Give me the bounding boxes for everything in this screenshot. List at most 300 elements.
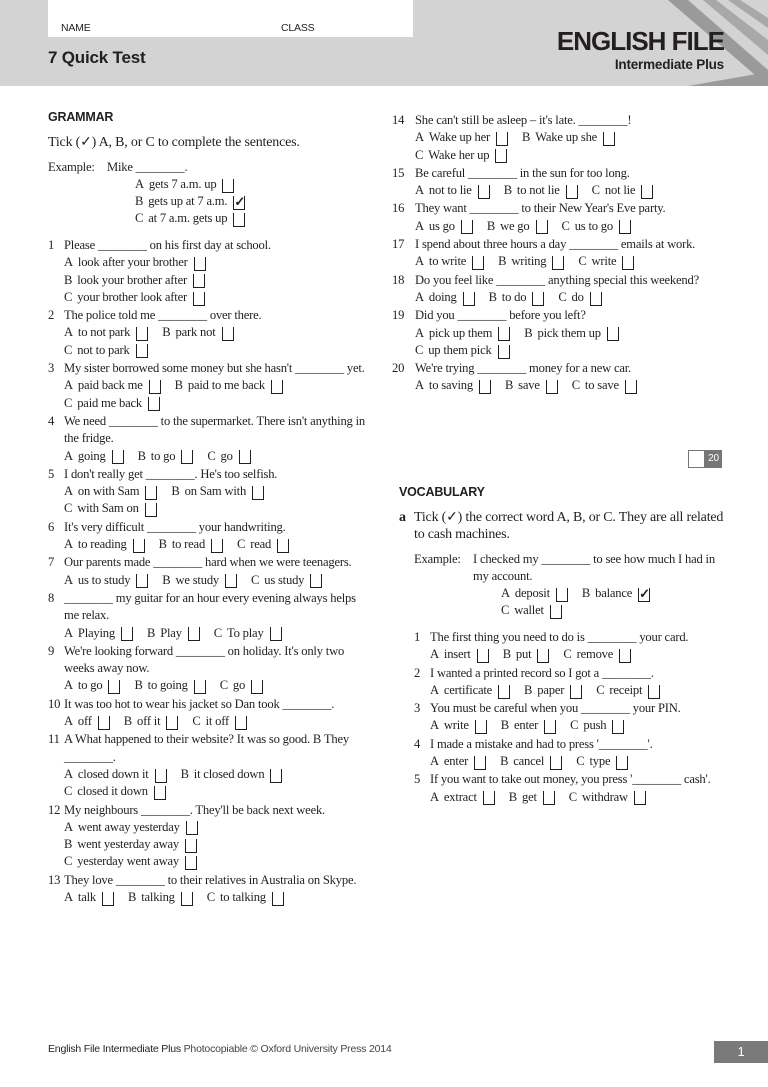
option-row	[64, 342, 373, 359]
option-text: talking	[141, 889, 175, 904]
option-a[interactable]	[415, 377, 491, 394]
option-b[interactable]	[501, 717, 556, 734]
score-total: 20	[705, 450, 722, 468]
question-text: She can't still be asleep – it's late. ________!	[415, 113, 632, 127]
footer-copyright	[48, 1043, 392, 1055]
checkbox[interactable]	[478, 185, 490, 199]
checkbox[interactable]	[603, 132, 615, 146]
checkbox[interactable]	[193, 292, 205, 306]
option-b[interactable]	[509, 789, 555, 806]
option-letter: C	[219, 678, 228, 693]
question-number: 14	[392, 113, 405, 127]
question-number: 1	[48, 238, 55, 252]
tick-icon: ✓	[639, 585, 650, 601]
checkbox[interactable]	[641, 185, 653, 199]
option-text: to go	[150, 448, 176, 463]
question-text: I wanted a printed record so I got a ________.	[430, 665, 654, 680]
option-letter: A	[64, 448, 73, 463]
checkbox[interactable]	[272, 892, 284, 906]
checkbox[interactable]	[607, 327, 619, 341]
checkbox[interactable]	[185, 839, 197, 853]
checkbox[interactable]	[185, 856, 197, 870]
checkbox[interactable]	[474, 756, 486, 770]
question-number: 6	[48, 519, 55, 534]
option-letter: C	[192, 714, 201, 729]
option-a[interactable]	[64, 572, 148, 589]
option-a[interactable]	[415, 129, 508, 146]
option-text: yesterday went away	[77, 854, 180, 869]
option-row	[64, 853, 373, 870]
checkbox[interactable]	[145, 503, 157, 517]
option-text: park not	[175, 325, 216, 340]
vocabulary-instruction	[399, 509, 729, 543]
checkbox[interactable]	[477, 649, 489, 663]
footer-rights: Photocopiable © Oxford University Press 2014	[180, 1043, 392, 1055]
option-a[interactable]	[64, 625, 133, 642]
option-c[interactable]	[251, 572, 322, 589]
option-c[interactable]	[415, 342, 510, 359]
option-a[interactable]	[64, 713, 110, 730]
option-text: look after your brother	[77, 255, 188, 270]
checkbox[interactable]	[619, 649, 631, 663]
option-letter: C	[568, 789, 577, 804]
checkbox[interactable]	[211, 539, 223, 553]
question-text: We're trying ________ money for a new car.	[415, 361, 631, 376]
option-a[interactable]	[64, 448, 124, 465]
option-text: doing	[428, 289, 457, 304]
checkbox[interactable]	[310, 574, 322, 588]
option-a[interactable]	[64, 536, 145, 553]
option-text: read	[250, 537, 272, 552]
checkbox[interactable]	[102, 892, 114, 906]
option-text: went yesterday away	[77, 837, 180, 852]
option-letter: C	[596, 682, 605, 697]
option-text: balance	[595, 586, 633, 600]
option-b[interactable]	[489, 289, 545, 306]
option-letter: C	[558, 289, 567, 304]
option-a[interactable]	[135, 176, 234, 193]
checkbox[interactable]	[148, 397, 160, 411]
option-b[interactable]	[503, 646, 550, 663]
checkbox[interactable]	[634, 791, 646, 805]
question-text: They want ________ to their New Year's Eve party.	[415, 201, 666, 216]
option-letter: C	[251, 572, 260, 587]
option-c[interactable]	[572, 377, 637, 394]
option-letter: C	[576, 754, 585, 769]
checkbox[interactable]	[552, 256, 564, 270]
checkbox[interactable]	[181, 450, 193, 464]
question-number: 2	[414, 665, 421, 680]
checkbox[interactable]	[193, 274, 205, 288]
question-18	[392, 272, 728, 307]
checkbox[interactable]	[194, 680, 206, 694]
option-c[interactable]	[207, 448, 250, 465]
checkbox[interactable]	[222, 179, 234, 193]
checkbox[interactable]	[136, 344, 148, 358]
option-row	[64, 448, 373, 465]
option-text: us study	[264, 572, 305, 587]
option-text: closed it down	[77, 784, 148, 799]
option-text: get	[521, 789, 537, 804]
checkbox[interactable]	[277, 539, 289, 553]
checkbox[interactable]	[556, 588, 568, 602]
question-text: We're looking forward ________ on holiday. It's only two weeks away now.	[64, 643, 345, 676]
option-a[interactable]	[415, 218, 473, 235]
option-c[interactable]	[192, 713, 247, 730]
option-c[interactable]	[64, 342, 148, 359]
option-text: to read	[171, 537, 206, 552]
option-text: on with Sam	[77, 484, 140, 499]
option-letter: A	[415, 325, 424, 340]
option-row	[135, 193, 245, 210]
checkbox[interactable]	[616, 756, 628, 770]
question-text: Our parents made ________ hard when we were teenagers.	[64, 555, 352, 570]
checkbox[interactable]	[498, 327, 510, 341]
checkbox[interactable]	[251, 680, 263, 694]
option-letter: B	[158, 537, 167, 552]
question-11	[48, 731, 373, 800]
checkbox[interactable]	[271, 380, 283, 394]
option-a[interactable]	[415, 182, 490, 199]
option-c[interactable]	[576, 753, 628, 770]
option-b[interactable]	[524, 325, 619, 342]
checkbox[interactable]	[121, 627, 133, 641]
option-c[interactable]	[237, 536, 289, 553]
option-letter: B	[500, 718, 509, 733]
checkbox[interactable]	[188, 627, 200, 641]
page-number: 1	[714, 1041, 768, 1063]
question-5	[414, 771, 729, 806]
checkbox[interactable]	[543, 791, 555, 805]
question-number: 5	[48, 466, 55, 481]
option-letter: A	[415, 183, 424, 198]
option-row	[415, 253, 728, 270]
option-c[interactable]	[64, 783, 166, 800]
page-title: 7 Quick Test	[48, 48, 146, 67]
option-b[interactable]	[64, 836, 197, 853]
option-c[interactable]	[220, 677, 263, 694]
question-number: 7	[48, 555, 55, 570]
option-text: off it	[136, 714, 161, 729]
checkbox[interactable]	[566, 185, 578, 199]
option-b[interactable]	[524, 682, 582, 699]
option-a[interactable]	[64, 254, 206, 271]
option-text: talk	[77, 889, 96, 904]
option-letter: B	[508, 789, 517, 804]
option-a[interactable]	[64, 324, 148, 341]
option-b[interactable]	[175, 377, 283, 394]
checkbox[interactable]	[475, 720, 487, 734]
checkbox[interactable]	[546, 380, 558, 394]
option-letter: C	[563, 647, 572, 662]
option-letter: A	[135, 177, 144, 191]
question-number: 17	[392, 237, 405, 252]
option-text: going	[77, 448, 106, 463]
option-c[interactable]	[64, 289, 205, 306]
checkbox[interactable]	[496, 132, 508, 146]
option-b[interactable]	[128, 889, 193, 906]
checkbox[interactable]	[590, 292, 602, 306]
option-b[interactable]	[181, 766, 283, 783]
option-c[interactable]	[592, 182, 654, 199]
question-text: Be careful ________ in the sun for too long.	[415, 165, 630, 180]
example-text: I checked my ________ to see how much I had in my account.	[473, 552, 715, 583]
option-letter: B	[524, 682, 533, 697]
option-c[interactable]	[64, 853, 197, 870]
name-label: NAME	[61, 22, 91, 34]
checkbox[interactable]	[98, 716, 110, 730]
option-b[interactable]	[487, 218, 548, 235]
option-row	[135, 176, 245, 193]
checkbox[interactable]	[495, 149, 507, 163]
option-b[interactable]	[134, 677, 205, 694]
option-letter: B	[134, 678, 143, 693]
option-text: writing	[511, 254, 547, 269]
option-a[interactable]	[430, 646, 489, 663]
vocabulary-section	[399, 485, 729, 807]
question-6	[48, 519, 373, 554]
checkbox[interactable]	[155, 769, 167, 783]
checkbox[interactable]	[498, 345, 510, 359]
question-text: It was too hot to wear his jacket so Dan took ________.	[64, 696, 335, 711]
checkbox[interactable]	[194, 257, 206, 271]
checkbox[interactable]	[270, 769, 282, 783]
option-letter: A	[415, 130, 424, 145]
option-row	[415, 129, 728, 146]
option-letter: A	[64, 819, 73, 834]
option-a[interactable]	[430, 682, 510, 699]
option-b[interactable]	[135, 193, 245, 210]
option-letter: C	[415, 147, 424, 162]
option-row	[64, 889, 373, 906]
option-text: Wake up she	[535, 130, 598, 145]
option-letter: A	[415, 378, 424, 393]
score-input[interactable]	[688, 450, 705, 468]
option-a[interactable]	[64, 483, 157, 500]
checkbox[interactable]	[550, 605, 562, 619]
checkbox[interactable]	[133, 539, 145, 553]
option-c[interactable]	[64, 500, 157, 517]
option-letter: B	[162, 572, 171, 587]
option-c[interactable]	[135, 210, 245, 227]
checkbox[interactable]	[108, 680, 120, 694]
option-letter: B	[147, 625, 156, 640]
option-a[interactable]	[64, 819, 198, 836]
option-c[interactable]	[562, 218, 632, 235]
question-number: 19	[392, 308, 405, 323]
option-letter: A	[64, 766, 73, 781]
option-letter: C	[415, 342, 424, 357]
option-a[interactable]	[415, 289, 475, 306]
option-text: to not lie	[516, 183, 560, 198]
option-b[interactable]	[147, 625, 200, 642]
option-letter: C	[64, 395, 73, 410]
option-text: not lie	[604, 183, 636, 198]
question-16	[392, 200, 728, 235]
option-text: it closed down	[193, 766, 265, 781]
option-text: enter	[514, 718, 539, 733]
option-a[interactable]	[64, 766, 167, 783]
option-letter: B	[524, 325, 533, 340]
checkbox[interactable]	[648, 685, 660, 699]
option-a[interactable]	[501, 585, 568, 602]
question-20	[392, 360, 728, 395]
option-text: Play	[160, 625, 182, 640]
option-c[interactable]	[558, 289, 601, 306]
option-row	[64, 677, 373, 694]
checkbox[interactable]	[532, 292, 544, 306]
checkbox[interactable]	[537, 649, 549, 663]
option-a[interactable]	[415, 253, 484, 270]
checkbox[interactable]	[252, 486, 264, 500]
option-a[interactable]	[430, 789, 495, 806]
option-letter: A	[430, 718, 439, 733]
option-row	[64, 625, 373, 642]
option-b[interactable]	[582, 585, 650, 602]
checkbox[interactable]	[239, 450, 251, 464]
checkbox[interactable]	[233, 193, 246, 210]
checkbox[interactable]	[186, 821, 198, 835]
checkbox[interactable]	[270, 627, 282, 641]
option-letter: A	[64, 889, 73, 904]
option-c[interactable]	[415, 147, 507, 164]
checkbox[interactable]	[472, 256, 484, 270]
option-b[interactable]	[162, 572, 237, 589]
option-letter: C	[206, 889, 215, 904]
question-number: 9	[48, 643, 55, 658]
option-c[interactable]	[563, 646, 631, 663]
option-b[interactable]	[64, 272, 205, 289]
option-row	[415, 182, 728, 199]
checkbox[interactable]	[622, 256, 634, 270]
option-b[interactable]	[500, 753, 562, 770]
question-number: 16	[392, 201, 405, 216]
option-text: certificate	[443, 682, 493, 697]
option-b[interactable]	[159, 536, 223, 553]
checkbox[interactable]	[112, 450, 124, 464]
option-letter: B	[502, 647, 511, 662]
option-c[interactable]	[207, 889, 284, 906]
option-c[interactable]	[214, 625, 282, 642]
question-text: I spend about three hours a day ________ emails at work.	[415, 237, 696, 252]
option-a[interactable]	[64, 377, 161, 394]
brand-logo: ENGLISH FILE	[556, 26, 724, 56]
option-c[interactable]	[596, 682, 660, 699]
question-7	[48, 554, 373, 589]
question-number: 4	[48, 413, 55, 428]
checkbox[interactable]	[463, 292, 475, 306]
option-c[interactable]	[569, 789, 646, 806]
option-a[interactable]	[64, 889, 114, 906]
checkbox[interactable]	[625, 380, 637, 394]
option-a[interactable]	[415, 325, 510, 342]
option-letter: A	[64, 678, 73, 693]
checkbox[interactable]	[235, 716, 247, 730]
option-text: go	[220, 448, 233, 463]
checkbox[interactable]	[149, 380, 161, 394]
option-row	[64, 836, 373, 853]
option-b[interactable]	[505, 377, 558, 394]
question-text: Do you feel like ________ anything special this weekend?	[415, 272, 699, 287]
option-letter: A	[501, 586, 510, 600]
checkbox[interactable]	[136, 327, 148, 341]
option-letter: A	[64, 572, 73, 587]
question-number: 3	[48, 361, 55, 376]
option-row	[430, 753, 729, 770]
checkbox[interactable]	[498, 685, 510, 699]
question-text: I don't really get ________. He's too selfish.	[64, 466, 278, 481]
option-b[interactable]	[138, 448, 194, 465]
option-text: Wake up her	[428, 130, 491, 145]
option-a[interactable]	[430, 753, 486, 770]
question-number: 1	[414, 630, 421, 644]
checkbox[interactable]	[612, 720, 624, 734]
question-text: Please ________ on his first day at school.	[64, 238, 271, 252]
option-b[interactable]	[504, 182, 578, 199]
checkbox[interactable]	[136, 574, 148, 588]
checkbox[interactable]	[154, 786, 166, 800]
checkbox[interactable]	[550, 756, 562, 770]
checkbox[interactable]	[638, 585, 650, 602]
option-text: extract	[443, 789, 477, 804]
option-text: type	[589, 754, 611, 769]
question-text: The police told me ________ over there.	[64, 308, 262, 323]
checkbox[interactable]	[166, 716, 178, 730]
option-row	[64, 395, 373, 412]
option-c[interactable]	[570, 717, 624, 734]
option-b[interactable]	[162, 324, 233, 341]
option-b[interactable]	[498, 253, 564, 270]
option-row	[501, 602, 729, 619]
checkbox[interactable]	[536, 220, 548, 234]
checkbox[interactable]	[570, 685, 582, 699]
option-c[interactable]	[501, 602, 562, 619]
option-text: gets 7 a.m. up	[148, 177, 217, 191]
question-number: 20	[392, 361, 405, 376]
option-row	[135, 210, 245, 227]
checkbox[interactable]	[233, 213, 245, 227]
option-b[interactable]	[171, 483, 264, 500]
checkbox[interactable]	[461, 220, 473, 234]
option-c[interactable]	[578, 253, 634, 270]
option-letter: B	[180, 766, 189, 781]
checkbox[interactable]	[181, 892, 193, 906]
checkbox[interactable]	[619, 220, 631, 234]
option-a[interactable]	[430, 717, 487, 734]
checkbox[interactable]	[544, 720, 556, 734]
option-letter: A	[415, 218, 424, 233]
option-letter: B	[500, 754, 509, 769]
class-label: CLASS	[281, 22, 315, 34]
checkbox[interactable]	[225, 574, 237, 588]
option-letter: A	[64, 378, 73, 393]
option-text: paid me back	[77, 395, 142, 410]
checkbox[interactable]	[483, 791, 495, 805]
option-letter: C	[570, 718, 579, 733]
option-a[interactable]	[64, 677, 120, 694]
option-b[interactable]	[522, 129, 615, 146]
checkbox[interactable]	[222, 327, 234, 341]
checkbox[interactable]	[479, 380, 491, 394]
question-text: I made a mistake and had to press '________'.	[430, 736, 653, 751]
question-text: ________ my guitar for an hour every evening always helps me relax.	[64, 590, 356, 623]
checkbox[interactable]	[145, 486, 157, 500]
question-9	[48, 643, 373, 695]
option-text: paper	[537, 682, 565, 697]
option-b[interactable]	[124, 713, 179, 730]
option-c[interactable]	[64, 395, 160, 412]
option-letter: A	[64, 714, 73, 729]
